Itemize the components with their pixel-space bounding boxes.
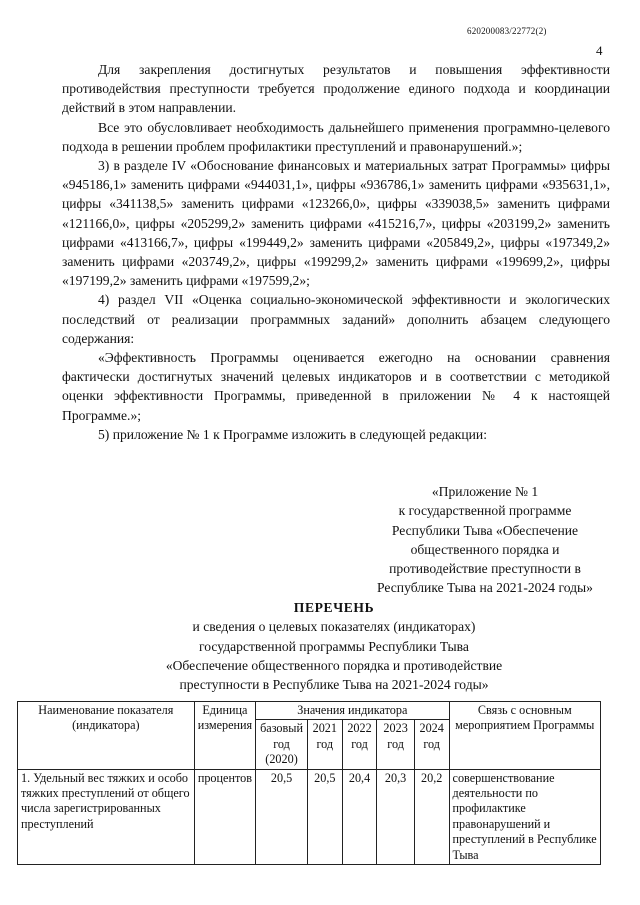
appendix-line: «Приложение № 1: [431, 484, 539, 499]
value-cell: 20,2: [414, 769, 449, 864]
indicator-name-cell: 1. Удельный вес тяжких и особо тяжких преступлений от общего числа зарегистрированных преступлений: [18, 769, 195, 864]
appendix-line: Республике Тыва на 2021-2024 годы»: [377, 580, 593, 596]
header-year: 2023 год: [377, 720, 414, 769]
paragraph: «Эффективность Программы оценивается ежегодно на основании сравнения фактически достигнутых значений целевых индикаторов и в соответствии с методикой оценки эффективности Программы, приведенной в приложении № 4 к настоящей Программе.»;: [62, 350, 610, 423]
value-cell: 20,3: [377, 769, 414, 864]
header-year: 2021 год: [307, 720, 342, 769]
paragraph: 4) раздел VII «Оценка социально-экономической эффективности и экологических последствий от реализации программных заданий» дополнить абзацем следующего содержания:: [62, 292, 610, 346]
table-row: [18, 769, 601, 864]
paragraph: Все это обусловливает необходимость дальнейшего применения программно-целевого подхода в решении проблем профилактики преступлений и правонарушений.»;: [62, 119, 610, 154]
indicators-table: [17, 701, 601, 865]
list-title: [100, 598, 568, 694]
header-unit: Единица измерения: [194, 702, 255, 770]
header-base-year: базовый год (2020): [256, 720, 308, 769]
body-text: [62, 60, 610, 444]
appendix-line: Республики Тыва «Обеспечение: [391, 522, 579, 538]
paragraph: 3) в разделе IV «Обоснование финансовых и материальных затрат Программы» цифры «945186,1» заменить цифрами «944031,1», цифры «936786,1» заменить цифрами «935631,1», цифры «341138,5» заменить цифрами «123266,0», цифры «339038,5» заменить цифрами «121166,0», цифры «205299,2» заменить цифрами «415216,7», цифры «203199,2» заменить цифрами «413166,7», цифры «199449,2» заменить цифрами «205849,2», цифры «197349,2» заменить цифрами «203749,2», цифры «199299,2» заменить цифрами «199699,2», цифры «197199,2» заменить цифрами «197599,2»;: [62, 158, 610, 289]
unit-cell: процентов: [194, 769, 255, 864]
program-link-cell: совершенствование деятельности по профилактике правонарушений и преступлений в Республике Тыва: [449, 769, 600, 864]
paragraph: 5) приложение № 1 к Программе изложить в следующей редакции:: [98, 426, 487, 442]
appendix-line: противодействие преступности в: [389, 561, 581, 577]
base-value-cell: 20,5: [256, 769, 308, 864]
header-year: 2024 год: [414, 720, 449, 769]
header-year: 2022 год: [342, 720, 377, 769]
header-program-link: Связь с основным мероприятием Программы: [449, 702, 600, 770]
table-header-row: [18, 702, 601, 720]
list-subtitle-line: преступности в Республике Тыва на 2021-2024 годы»: [179, 677, 489, 693]
list-subtitle-line: «Обеспечение общественного порядка и противодействие: [165, 657, 503, 673]
document-id: 620200083/22772(2): [467, 26, 547, 36]
list-subtitle-line: государственной программы Республики Тыва: [199, 638, 469, 654]
list-subtitle-line: и сведения о целевых показателях (индикаторах): [192, 619, 476, 635]
paragraph: Для закрепления достигнутых результатов и повышения эффективности противодействия преступности требуется продолжение единого подхода и координации действий в этом направлении.: [62, 62, 610, 116]
page-number: 4: [596, 43, 603, 58]
appendix-caption: [360, 482, 610, 598]
list-heading: ПЕРЕЧЕНЬ: [293, 600, 375, 615]
header-indicator-name: Наименование показателя (индикатора): [18, 702, 195, 770]
header-values-group: Значения индикатора: [256, 702, 449, 720]
value-cell: 20,4: [342, 769, 377, 864]
appendix-line: к государственной программе: [398, 503, 572, 519]
appendix-line: общественного порядка и: [410, 541, 560, 557]
value-cell: 20,5: [307, 769, 342, 864]
